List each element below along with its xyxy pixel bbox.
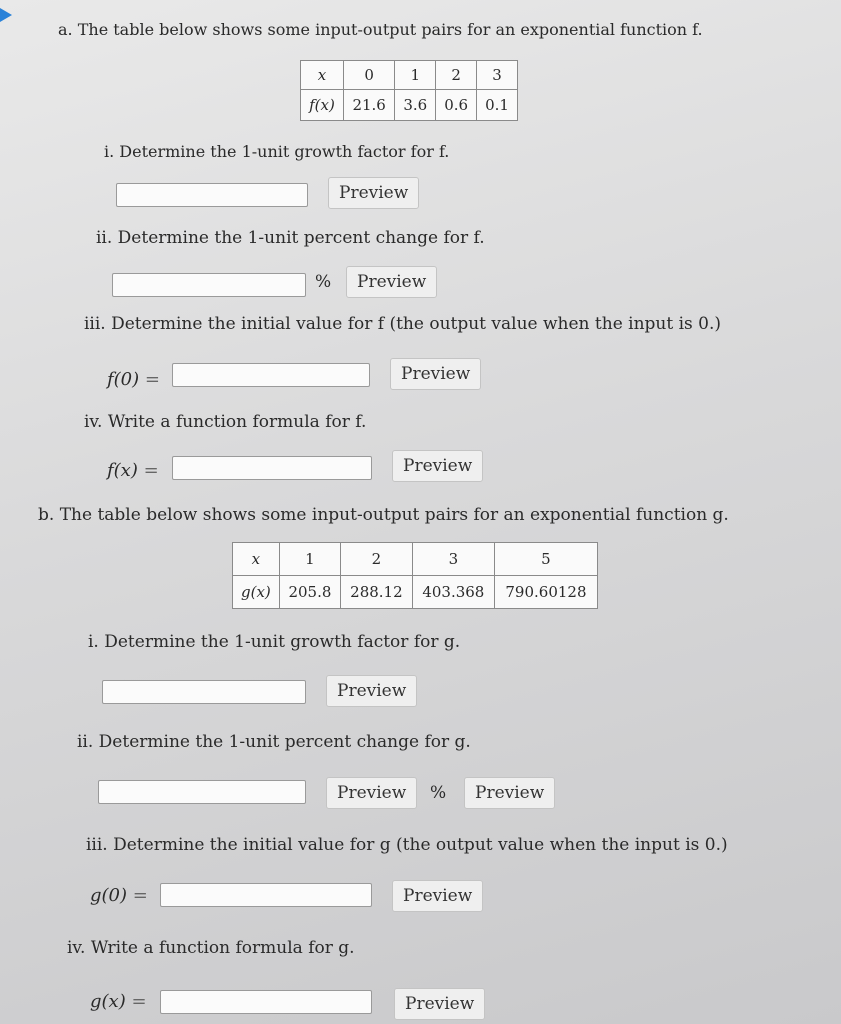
preview-button[interactable]: Preview [326, 675, 417, 707]
equals-sign: = [143, 460, 159, 481]
fx-label-text: f(x) [107, 460, 138, 481]
table-cell: 288.12 [341, 576, 413, 609]
table-cell: 790.60128 [494, 576, 597, 609]
table-cell: 3 [412, 543, 494, 576]
collapse-arrow-icon[interactable] [0, 8, 12, 22]
gx-label-text: g(x) [90, 991, 126, 1012]
initial-value-g-input[interactable] [160, 883, 372, 907]
preview-button[interactable]: Preview [394, 988, 485, 1020]
percent-change-f-input[interactable] [112, 273, 306, 297]
table-cell: 21.6 [343, 90, 394, 121]
part-b-title: b. The table below shows some input-output pairs for an exponential function g. [38, 505, 729, 525]
question-a-iii: iii. Determine the initial value for f (the output value when the input is 0.) [84, 314, 722, 334]
percent-change-g-input[interactable] [98, 780, 306, 804]
equals-sign: = [131, 991, 147, 1012]
table-header-x: x [301, 61, 344, 90]
equals-sign: = [144, 369, 160, 390]
question-b-iii: iii. Determine the initial value for g (the output value when the input is 0.) [86, 835, 728, 855]
initial-value-f-input[interactable] [172, 363, 370, 387]
question-b-iv: iv. Write a function formula for g. [67, 938, 355, 958]
table-cell: 2 [436, 61, 477, 90]
table-cell: 5 [494, 543, 597, 576]
table-cell: 3 [477, 61, 518, 90]
preview-button[interactable]: Preview [326, 777, 417, 809]
question-a-i: i. Determine the 1-unit growth factor for f. [104, 142, 450, 161]
table-header-gx: g(x) [233, 576, 280, 609]
question-a-ii: ii. Determine the 1-unit percent change for f. [96, 228, 485, 248]
g0-label [90, 885, 148, 906]
table-cell: 1 [279, 543, 340, 576]
formula-f-input[interactable] [172, 456, 372, 480]
table-cell: 205.8 [279, 576, 340, 609]
growth-factor-g-input[interactable] [102, 680, 306, 704]
percent-sign: % [315, 272, 332, 292]
preview-button[interactable]: Preview [328, 177, 419, 209]
table-cell: 3.6 [395, 90, 436, 121]
preview-button[interactable]: Preview [392, 880, 483, 912]
growth-factor-f-input[interactable] [116, 183, 308, 207]
table-cell: 2 [341, 543, 413, 576]
f0-label-text: f(0) [107, 369, 140, 390]
preview-button[interactable]: Preview [346, 266, 437, 298]
gx-label [90, 991, 147, 1012]
g0-label-text: g(0) [90, 885, 128, 906]
preview-button[interactable]: Preview [464, 777, 555, 809]
table-header-fx: f(x) [301, 90, 344, 121]
question-b-ii: ii. Determine the 1-unit percent change for g. [77, 732, 471, 752]
fx-label [107, 460, 159, 481]
equals-sign: = [132, 885, 148, 906]
table-header-x: x [233, 543, 280, 576]
table-cell: 0 [343, 61, 394, 90]
formula-g-input[interactable] [160, 990, 372, 1014]
preview-button[interactable]: Preview [392, 450, 483, 482]
table-cell: 1 [395, 61, 436, 90]
part-b-table [232, 542, 598, 609]
preview-button[interactable]: Preview [390, 358, 481, 390]
table-cell: 403.368 [412, 576, 494, 609]
f0-label [107, 369, 160, 390]
question-a-iv: iv. Write a function formula for f. [84, 412, 367, 432]
question-b-i: i. Determine the 1-unit growth factor for g. [88, 632, 461, 652]
table-cell: 0.1 [477, 90, 518, 121]
table-cell: 0.6 [436, 90, 477, 121]
part-a-table [300, 60, 518, 121]
percent-sign: % [430, 783, 447, 803]
part-a-title: a. The table below shows some input-output pairs for an exponential function f. [58, 20, 703, 39]
